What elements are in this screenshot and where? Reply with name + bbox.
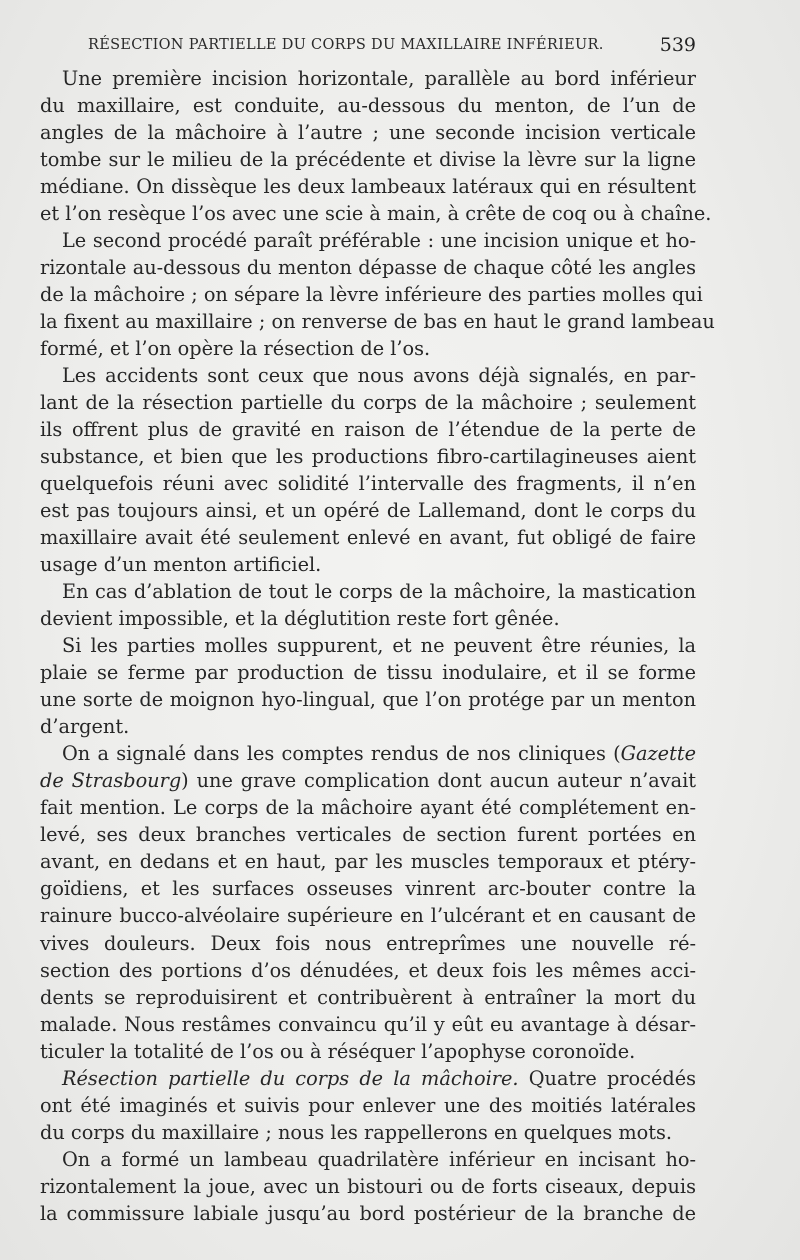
text-line: du maxillaire, est conduite, au-dessous du menton, de l’un de	[40, 94, 696, 118]
running-title: RÉSECTION PARTIELLE DU CORPS DU MAXILLAIRE INFÉRIEUR.	[88, 37, 604, 53]
text-line: ticuler la totalité de l’os ou à réséquer l’apophyse coronoïde.	[40, 1039, 636, 1063]
text-line: est pas toujours ainsi, et un opéré de Lallemand, dont le corps du	[40, 499, 696, 523]
text-line: lant de la résection partielle du corps de la mâchoire ; seulement	[40, 391, 696, 415]
text-line: une sorte de moignon hyo-lingual, que l’on protége par un menton	[40, 688, 696, 712]
text-line: Une première incision horizontale, parallèle au bord inférieur	[62, 67, 696, 90]
text-line: fait mention. Le corps de la mâchoire ayant été complétement en-	[40, 796, 696, 820]
text-line: On a formé un lambeau quadrilatère inférieur en incisant ho-	[62, 1147, 696, 1171]
italic-text: Gazette	[620, 742, 696, 766]
text-line: ont été imaginés et suivis pour enlever une des moitiés latérales	[40, 1093, 696, 1117]
text-line: rainure bucco-alvéolaire supérieure en l’ulcérant et en causant de	[40, 904, 696, 928]
text-line: En cas d’ablation de tout le corps de la mâchoire, la mastication	[62, 580, 696, 604]
text-line: plaie se ferme par production de tissu inodulaire, et il se forme	[40, 661, 696, 685]
text-line: usage d’un menton artificiel.	[40, 553, 322, 577]
text-line: goïdiens, et les surfaces osseuses vinrent arc-bouter contre la	[40, 877, 696, 901]
text-line: Les accidents sont ceux que nous avons déjà signalés, en par-	[62, 364, 696, 388]
text-line: tombe sur le milieu de la précédente et divise la lèvre sur la ligne	[40, 148, 696, 172]
text-line: levé, ses deux branches verticales de section furent portées en	[40, 823, 696, 847]
page-header	[64, 34, 696, 60]
text-line: médiane. On dissèque les deux lambeaux latéraux qui en résultent	[40, 175, 696, 199]
text-line: d’argent.	[40, 715, 130, 739]
text-line: Si les parties molles suppurent, et ne peuvent être réunies, la	[62, 634, 696, 658]
text-line: vives douleurs. Deux fois nous entreprîmes une nouvelle ré-	[40, 931, 696, 955]
text-segment: On a signalé dans les comptes rendus de nos cliniques (	[62, 742, 621, 766]
text-line: quelquefois réuni avec solidité l’intervalle des fragments, il n’en	[40, 472, 696, 496]
text-line: dents se reproduisirent et contribuèrent à entraîner la mort du	[40, 985, 696, 1009]
text-line: Le second procédé paraît préférable : une incision unique et ho-	[62, 229, 696, 253]
page-number: 539	[659, 34, 696, 56]
text-segment: Quatre procédés	[518, 1066, 697, 1090]
text-line: malade. Nous restâmes convaincu qu’il y eût eu avantage à désar-	[40, 1012, 696, 1036]
text-line	[40, 740, 696, 767]
text-line: du corps du maxillaire ; nous les rappellerons en quelques mots.	[40, 1120, 673, 1144]
italic-text: Résection partielle du corps de la mâchoire.	[62, 1066, 519, 1090]
text-line: substance, et bien que les productions fibro-cartilagineuses aient	[40, 445, 696, 469]
text-line	[40, 767, 696, 794]
text-line: rizontale au-dessous du menton dépasse de chaque côté les angles	[40, 256, 696, 280]
text-line: la fixent au maxillaire ; on renverse de bas en haut le grand lambeau	[40, 310, 715, 334]
text-line: et l’on resèque l’os avec une scie à main, à crête de coq ou à chaîne.	[40, 202, 712, 226]
text-line: ils offrent plus de gravité en raison de l’étendue de la perte de	[40, 418, 696, 442]
italic-text: de Strasbourg	[40, 769, 182, 793]
text-line: formé, et l’on opère la résection de l’os.	[40, 337, 431, 361]
text-segment: ) une grave complication dont aucun auteur n’avait	[181, 769, 697, 793]
body-text	[40, 65, 715, 1227]
text-line: maxillaire avait été seulement enlevé en avant, fut obligé de faire	[40, 526, 696, 550]
text-line	[40, 1065, 696, 1092]
text-line: de la mâchoire ; on sépare la lèvre inférieure des parties molles qui	[40, 283, 703, 307]
text-line: devient impossible, et la déglutition reste fort gênée.	[40, 607, 560, 631]
text-line: rizontalement la joue, avec un bistouri ou de forts ciseaux, depuis	[40, 1174, 696, 1198]
text-line: avant, en dedans et en haut, par les muscles temporaux et ptéry-	[40, 850, 696, 874]
text-line: section des portions d’os dénudées, et deux fois les mêmes acci-	[40, 958, 696, 982]
text-line: angles de la mâchoire à l’autre ; une seconde incision verticale	[40, 121, 696, 145]
text-line: la commissure labiale jusqu’au bord postérieur de la branche de	[40, 1201, 696, 1225]
